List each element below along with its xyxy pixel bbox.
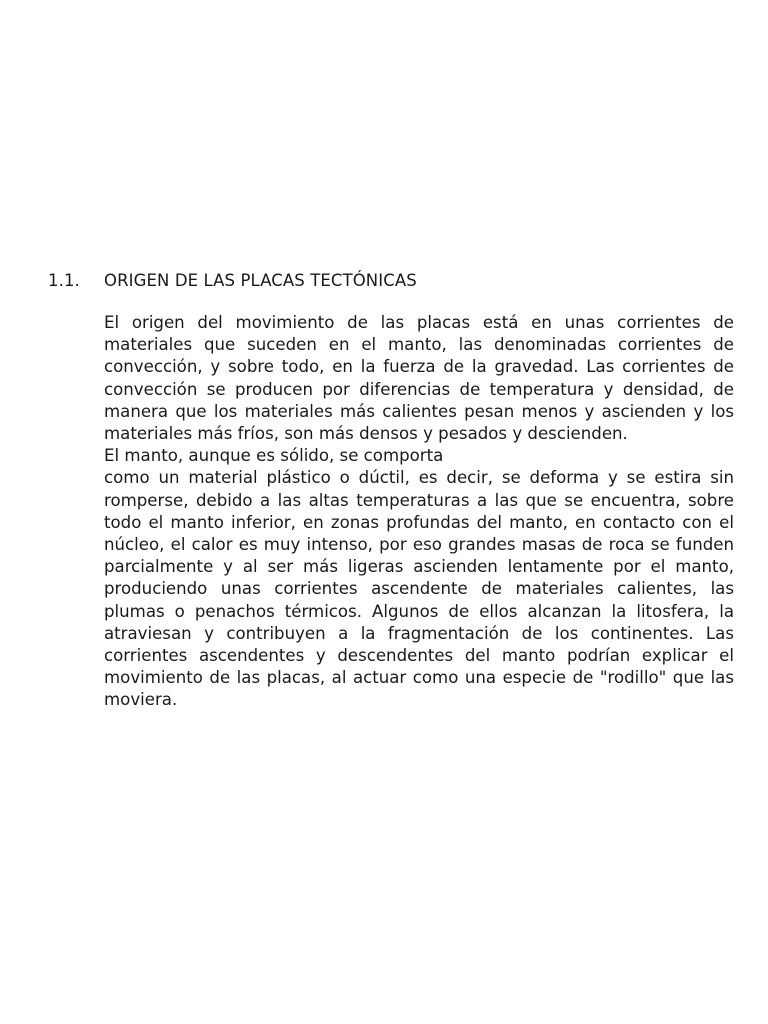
- section-number: 1.1.: [48, 271, 80, 290]
- section-body: [104, 312, 734, 712]
- section-title: ORIGEN DE LAS PLACAS TECTÓNICAS: [104, 271, 417, 290]
- paragraph-mantle-behavior: como un material plástico o dúctil, es decir, se deforma y se estira sin romperse, debido a las altas temperaturas a las que se encuentra, sobre todo el manto inferior, en zonas profundas del manto, en contacto con el núcleo, el calor es muy intenso, por eso grandes masas de roca se funden parcialmente y al ser más ligeras ascienden lentamente por el manto, produciendo unas corrientes ascendente de materiales calientes, las plumas o penachos térmicos. Algunos de ellos alcanzan la litosfera, la atraviesan y contribuyen a la fragmentación de los continentes. Las corrientes ascendentes y descendentes del manto podrían explicar el movimiento de las placas, al actuar como una especie de "rodillo" que las moviera.: [104, 468, 734, 710]
- paragraph-origin: El origen del movimiento de las placas está en unas corrientes de materiales que suceden en el manto, las denominadas corrientes de convección, y sobre todo, en la fuerza de la gravedad. Las corrientes de convección se producen por diferencias de temperatura y densidad, de manera que los materiales más calientes pesan menos y ascienden y los materiales más fríos, son más densos y pesados y descienden.: [104, 313, 734, 444]
- section-heading: [48, 270, 417, 292]
- paragraph-mantle-intro: El manto, aunque es sólido, se comporta: [104, 446, 444, 466]
